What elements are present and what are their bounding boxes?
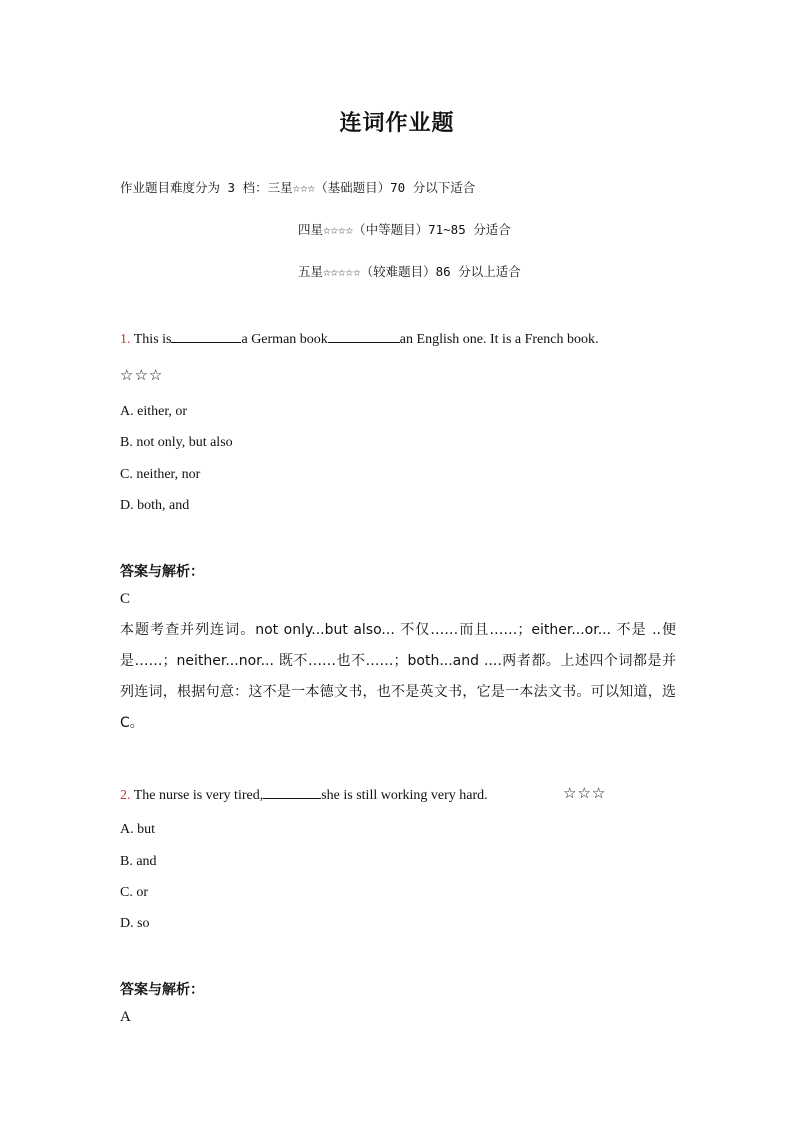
option-c: C. neither, nor xyxy=(120,467,201,482)
option-d: D. both, and xyxy=(120,498,190,513)
answer-blank xyxy=(263,786,321,799)
answer-letter: C xyxy=(120,591,131,607)
option-d: D. so xyxy=(120,916,150,931)
page-title: 连词作业题 xyxy=(339,111,455,136)
difficulty-line-3: 五星☆☆☆☆☆（较难题目）86 分以上适合 xyxy=(298,264,521,279)
difficulty-line-1: 作业题目难度分为 3 档：三星☆☆☆（基础题目）70 分以下适合 xyxy=(120,180,476,195)
answer-blank xyxy=(171,330,241,343)
option-a: A. either, or xyxy=(120,404,188,419)
difficulty-stars: ☆☆☆ xyxy=(120,366,164,384)
question-number: 2. xyxy=(120,788,131,803)
option-b: B. not only, but also xyxy=(120,435,233,450)
answer-heading: 答案与解析： xyxy=(120,982,204,998)
option-c: C. or xyxy=(120,885,148,900)
difficulty-line-2: 四星☆☆☆☆（中等题目）71~85 分适合 xyxy=(298,222,511,237)
question-1-text: 1. This is a German book an English one. It is a French book. xyxy=(120,332,599,347)
answer-heading: 答案与解析： xyxy=(120,564,204,580)
answer-explanation: 本题考查并列连词。not only...but also... 不仅……而且……；either...or... 不是 ..便是……；neither...nor... 既不……也不……；both...and ....两者都。上述四个词都是并列连词，根据句意：这不是一本德文书，也不是英文书，它是一本法文书。可以知道，选 C。 xyxy=(120,622,676,731)
answer-blank xyxy=(328,330,400,343)
option-b: B. and xyxy=(120,854,157,869)
option-a: A. but xyxy=(120,822,155,837)
difficulty-stars: ☆☆☆ xyxy=(563,784,607,802)
question-2-text: 2. The nurse is very tired, she is still working very hard. xyxy=(120,788,488,803)
question-number: 1. xyxy=(120,332,131,347)
answer-letter: A xyxy=(120,1009,131,1025)
